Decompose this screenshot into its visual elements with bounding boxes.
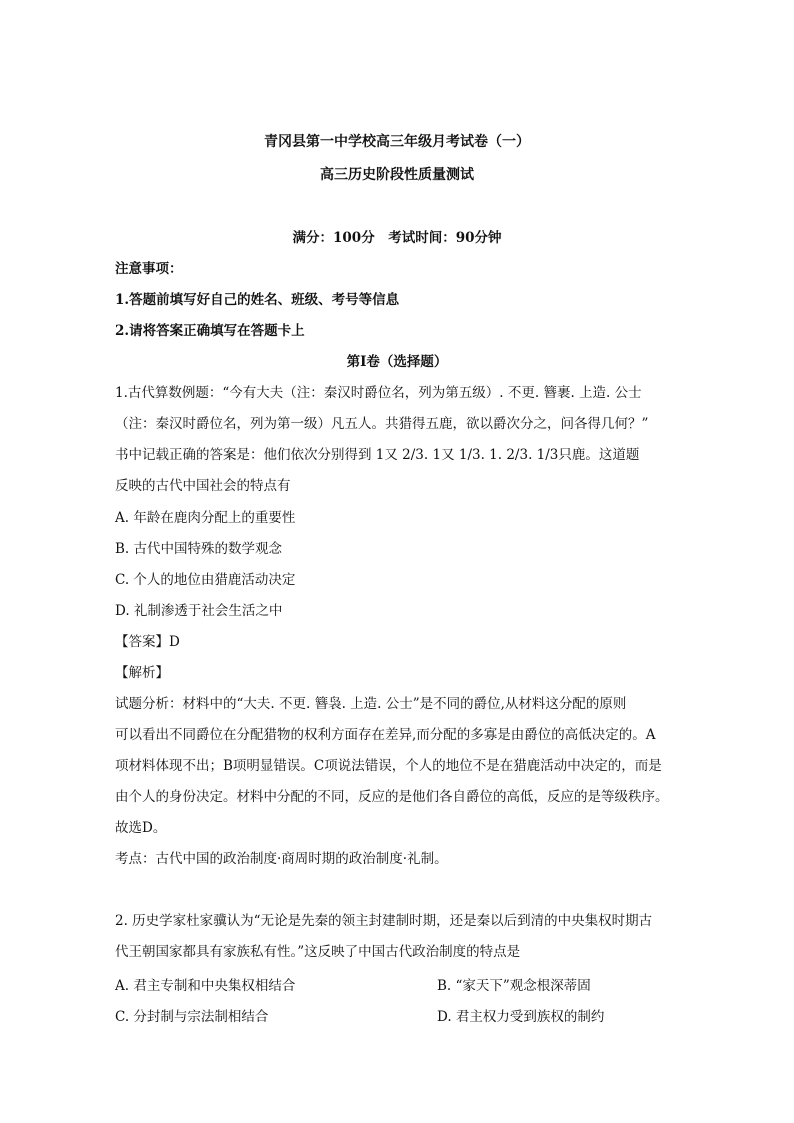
q1-analysis-line: 可以看出不同爵位在分配猎物的权利方面存在差异,而分配的多寡是由爵位的高低决定的。A (115, 727, 656, 743)
q1-analysis-line: 故选D。 (115, 820, 167, 836)
q2-option-a: A. 君主专制和中央集权相结合 (115, 978, 296, 994)
note-item-2: 2.请将答案正确填写在答题卡上 (115, 323, 305, 339)
q1-option-a: A. 年龄在鹿肉分配上的重要性 (115, 510, 296, 526)
notes-heading: 注意事项： (115, 261, 183, 277)
q1-stem-line: 反映的古代中国社会的特点有 (115, 478, 291, 494)
q2-stem-line: 代王朝国家都具有家族私有性。”这反映了中国古代政治制度的特点是 (115, 944, 521, 960)
q2-option-d: D. 君主权力受到族权的制约 (437, 1009, 605, 1025)
q1-analysis-label: 【解析】 (115, 665, 169, 681)
q1-stem-line: （注：秦汉时爵位名，列为第一级）凡五人。共猎得五鹿，欲以爵次分之，问各得几何？” (115, 416, 649, 432)
q1-analysis-line: 由个人的身份决定。材料中分配的不同，反应的是他们各自爵位的高低，反应的是等级秩序。 (115, 789, 669, 805)
q1-kaodian: 考点：古代中国的政治制度·商周时期的政治制度·礼制。 (115, 851, 448, 867)
q1-analysis-line: 项材料体现不出；B项明显错误。C项说法错误，个人的地位不是在猎鹿活动中决定的，而是 (115, 758, 662, 774)
exam-subtitle: 高三历史阶段性质量测试 (320, 167, 474, 183)
q1-analysis-line: 试题分析：材料中的“大夫. 不更. 簪袅. 上造. 公士”是不同的爵位,从材料这分配的原则 (115, 696, 627, 712)
score-time-info: 满分：100分 考试时间：90分钟 (292, 230, 502, 246)
q1-option-b: B. 古代中国特殊的数学观念 (115, 541, 283, 557)
exam-title: 青冈县第一中学校高三年级月考试卷（一） (264, 134, 530, 150)
note-item-1: 1.答题前填写好自己的姓名、班级、考号等信息 (115, 292, 400, 308)
q2-option-c: C. 分封制与宗法制相结合 (115, 1009, 269, 1025)
q2-stem-line: 2. 历史学家杜家骥认为“无论是先秦的领主封建制时期，还是秦以后到清的中央集权时期古 (115, 913, 653, 929)
section-title: 第I卷（选择题） (346, 354, 448, 370)
q2-option-b: B. “家天下”观念根深蒂固 (437, 978, 591, 994)
q1-option-c: C. 个人的地位由猎鹿活动决定 (115, 572, 296, 588)
q1-answer: 【答案】D (115, 634, 180, 650)
q1-option-d: D. 礼制渗透于社会生活之中 (115, 603, 283, 619)
q1-stem-line: 书中记载正确的答案是：他们依次分别得到 1又 2/3. 1又 1/3. 1. 2/3. 1/3只鹿。这道题 (115, 447, 640, 463)
q1-stem-line: 1.古代算数例题：“今有大夫（注：秦汉时爵位名，列为第五级）. 不更. 簪裹. 上造. 公士 (115, 385, 642, 401)
